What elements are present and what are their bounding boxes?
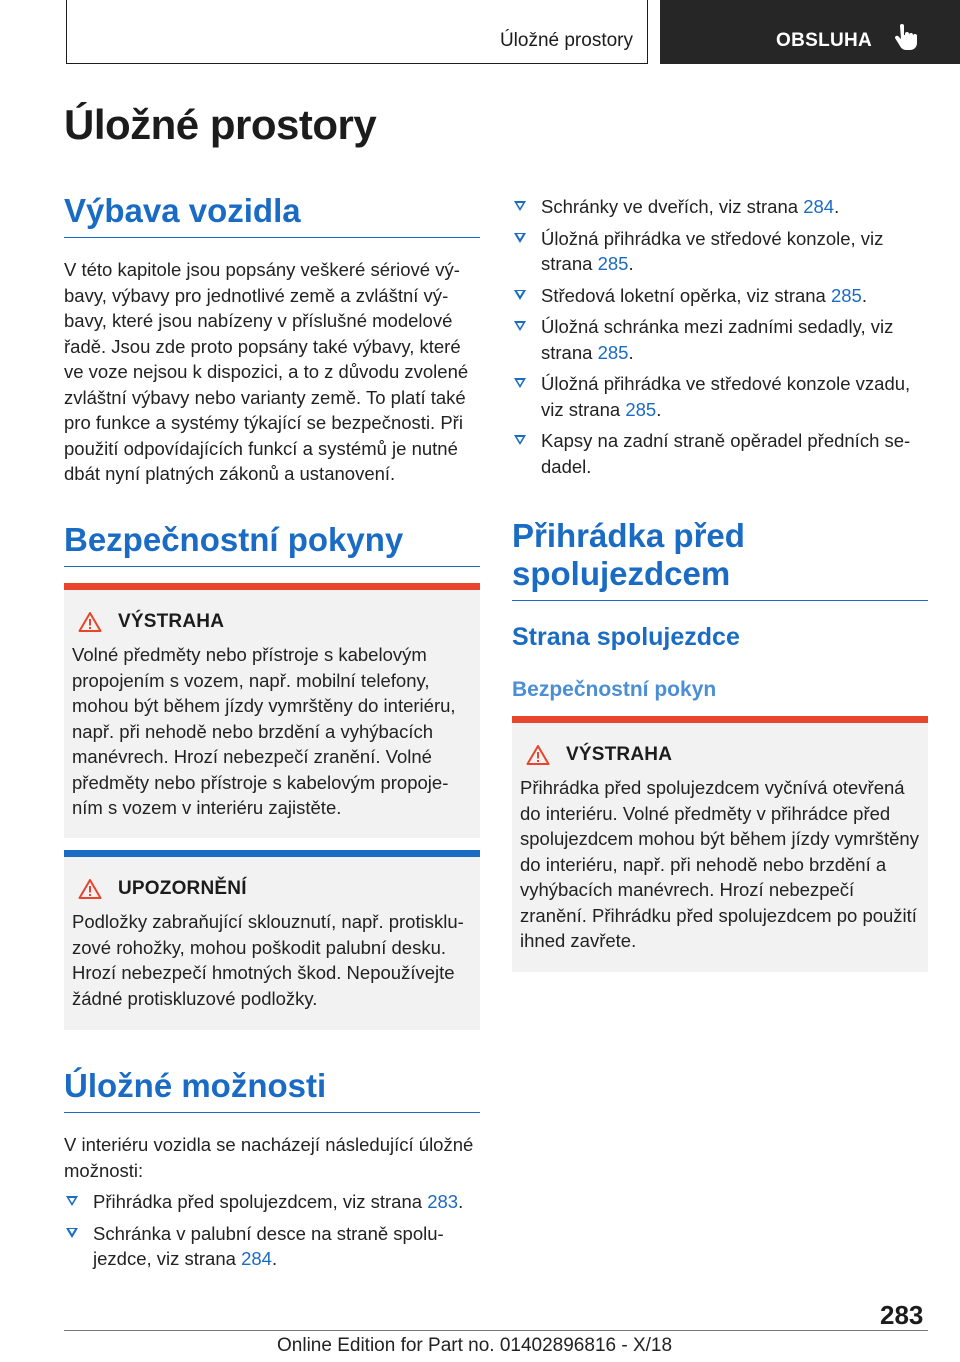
chapter-label: OBSLUHA [776, 30, 873, 51]
bullet-triangle-icon [514, 290, 526, 300]
list-item: Schránka v palubní desce na straně spolujezdce, viz strana 284. [64, 1221, 480, 1272]
warning-title: VÝSTRAHA [566, 744, 673, 765]
warning-text: Volné předměty nebo přístroje s kabelovým propojením s vozem, např. mobilní telefony, mohou být během jízdy vymrštěny do interiéru, např. při nehodě nebo brzdění a vyhýbacích manévrech. Hrozí nebezpečí zranění. Volné předměty nebo přístroje s kabelovým propojením s vozem v interiéru zajistěte. [72, 644, 456, 818]
list-item: Kapsy na zadní straně opěradel předních sedadel. [512, 428, 928, 479]
page-link[interactable]: 285 [830, 284, 862, 306]
heading-vybava: Výbava vozidla [64, 192, 480, 238]
footer-divider [64, 1330, 928, 1331]
heading-safety: Bezpečnostní pokyny [64, 521, 480, 567]
section-title: Úložné prostory [499, 30, 633, 51]
heading-options: Úložné možnosti [64, 1067, 480, 1113]
footer-edition: Online Edition for Part no. 01402896816 - X/18 [277, 1335, 673, 1356]
page-number: 283 [880, 1300, 924, 1330]
warning-triangle-icon [78, 611, 102, 633]
heading-glovebox: Přihrádka před spolujezdcem [512, 517, 928, 601]
warning-text: Přihrádka před spolujezdcem vyčnívá otevřená do interiéru. Volné předměty v přihrádce před spolujezdcem mohou být během jízdy vymrštěny do interiéru, např. při nehodě nebo brzdění a vyhýbacích manévrech. Hrozí nebezpečí zranění. Přihrádku před spolujezdcem po použití ihned zavřete. [520, 777, 919, 951]
bullet-triangle-icon [66, 1196, 78, 1206]
pointing-hand-icon [893, 24, 919, 52]
list-item: Schránky ve dveřích, viz strana 284. [512, 194, 928, 220]
list-item: Úložná přihrádka ve středové konzole vzadu, viz strana 285. [512, 371, 928, 422]
notice-box [64, 850, 480, 1030]
vybava-text: V této kapitole jsou popsány veškeré sériové výbavy, výbavy pro jednotlivé země a zvláštní výbavy, které jsou nabízeny v příslušné modelové řadě. Jsou zde proto popsány také výbavy, které ve voze nejsou k dispozici, a to z důvodu zvolené zvláštní výbavy nebo varianty země. To platí také pro funkce a systémy týkající se bezpečnosti. Při použití odpovídajících funkcí a systémů je nutné dbát nyní platných zákonů a ustanovení. [64, 259, 469, 484]
warning-triangle-icon [526, 744, 550, 766]
notice-triangle-icon [78, 878, 102, 900]
bullet-triangle-icon [66, 1228, 78, 1238]
options-intro: V interiéru vozidla se nacházejí následující úložné možnosti: [64, 1134, 474, 1181]
running-header-section [66, 0, 648, 64]
bullet-triangle-icon [514, 201, 526, 211]
options-list-left [64, 1189, 480, 1278]
glovebox-warning-box [512, 716, 928, 972]
chapter-tab [660, 0, 960, 64]
bullet-triangle-icon [514, 435, 526, 445]
heading-passenger-side: Strana spolujezdce [512, 623, 740, 651]
page-title: Úložné prostory [64, 101, 377, 148]
options-list-right [512, 194, 928, 485]
bullet-triangle-icon [514, 321, 526, 331]
list-item: Středová loketní opěrka, viz strana 285. [512, 283, 928, 309]
warning-title: VÝSTRAHA [118, 611, 225, 632]
heading-safety-note: Bezpečnostní pokyn [512, 678, 717, 701]
page-link[interactable]: 284 [803, 196, 835, 217]
page-link[interactable]: 285 [597, 253, 629, 274]
bullet-triangle-icon [514, 378, 526, 388]
page-link[interactable]: 283 [427, 1191, 459, 1212]
list-item: Úložná schránka mezi zadními sedadly, viz strana 285. [512, 314, 928, 365]
bullet-triangle-icon [514, 233, 526, 243]
list-item: Úložná přihrádka ve středové konzole, viz strana 285. [512, 226, 928, 277]
page-link[interactable]: 284 [241, 1248, 272, 1269]
page-link[interactable]: 285 [597, 341, 629, 363]
notice-title: UPOZORNĚNÍ [118, 878, 247, 899]
page-link[interactable]: 285 [625, 398, 657, 420]
list-item: Přihrádka před spolujezdcem, viz strana 283. [64, 1189, 480, 1215]
notice-text: Podložky zabraňující sklouznutí, např. protiskluzové rohožky, mohou poškodit palubní desku. Hrozí nebezpečí hmotných škod. Nepoužívejte žádné protiskluzové podložky. [72, 911, 464, 1009]
warning-box [64, 583, 480, 838]
